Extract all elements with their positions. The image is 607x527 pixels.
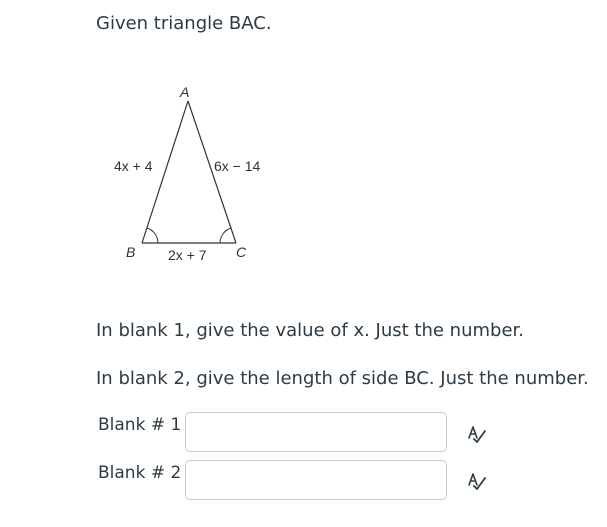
blank-2-input[interactable] <box>185 460 447 500</box>
side-bc-label: 2x + 7 <box>168 247 207 263</box>
vertex-a-label: A <box>180 84 190 100</box>
angle-c-arc <box>220 228 231 243</box>
side-ab-label: 4x + 4 <box>114 158 153 174</box>
instruction-blank-2: In blank 2, give the length of side BC. Just the number. <box>96 368 589 389</box>
vertex-c-label: C <box>236 244 247 260</box>
blank-1-input[interactable] <box>185 412 447 452</box>
vertex-b-label: B <box>126 244 136 260</box>
blank-1-label: Blank # 1 <box>98 415 182 435</box>
triangle-figure <box>100 78 290 268</box>
spellcheck-icon[interactable] <box>466 423 488 445</box>
side-ac-label: 6x − 14 <box>214 158 261 174</box>
spellcheck-icon[interactable] <box>466 470 488 492</box>
instruction-blank-1: In blank 1, give the value of x. Just the number. <box>96 320 524 341</box>
question-intro: Given triangle BAC. <box>96 13 272 34</box>
angle-b-arc <box>147 228 158 243</box>
blank-2-label: Blank # 2 <box>98 463 182 483</box>
